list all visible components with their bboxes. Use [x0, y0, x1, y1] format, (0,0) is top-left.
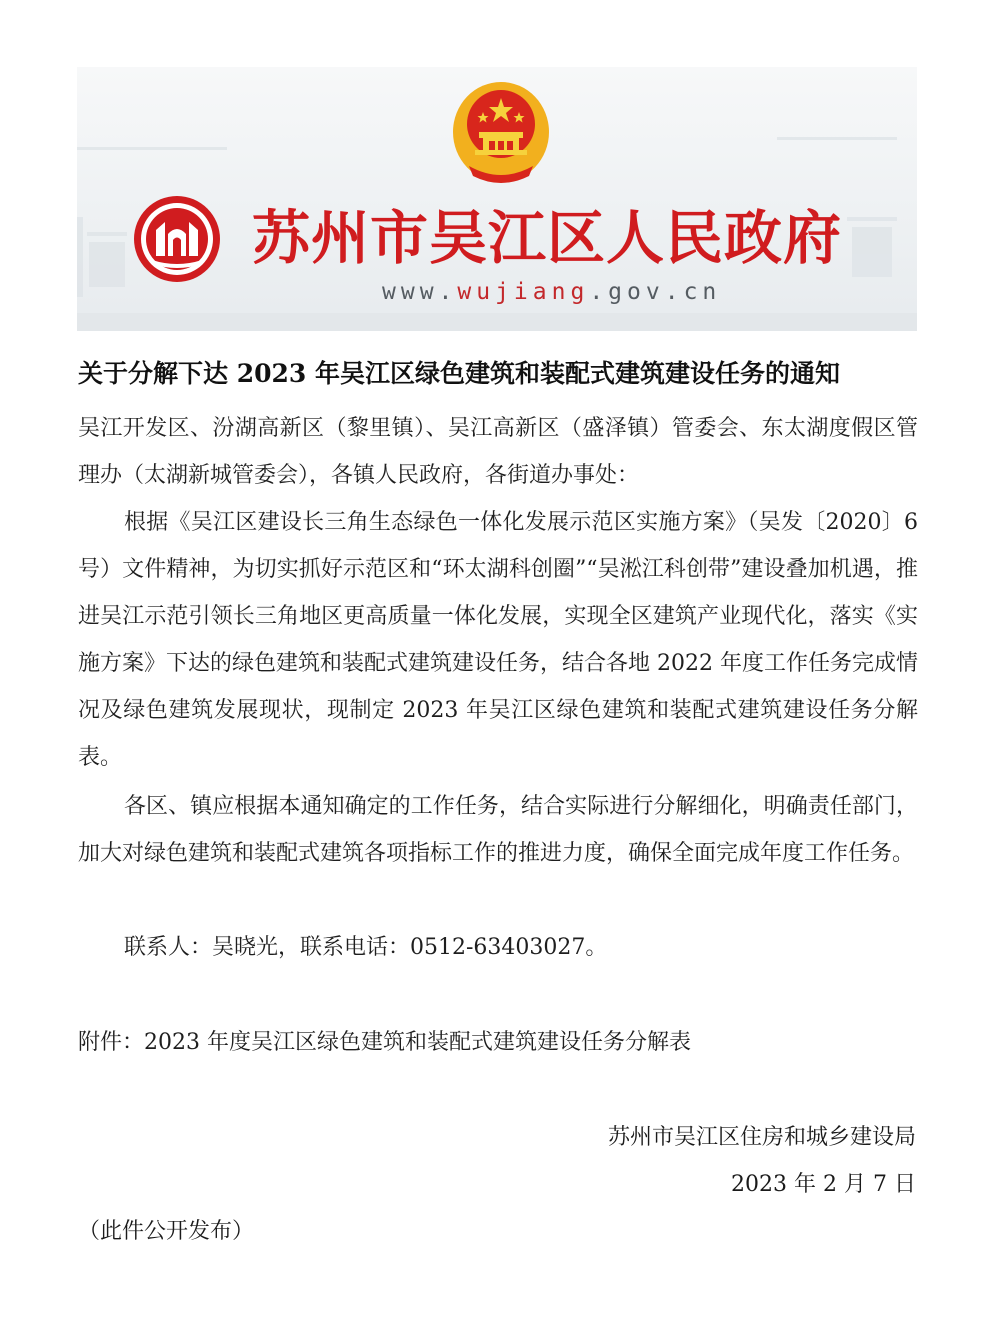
national-emblem-icon: [449, 80, 553, 188]
header-banner: [77, 67, 917, 331]
document-title: 关于分解下达 2023 年吴江区绿色建筑和装配式建筑建设任务的通知: [78, 359, 840, 388]
issue-date: 2023 年 2 月 7 日: [731, 1172, 916, 1197]
site-url-prefix: www.: [382, 279, 458, 305]
site-url-accent: wujiang: [457, 279, 590, 305]
site-url[interactable]: [382, 279, 721, 305]
body-paragraph-2: 各区、镇应根据本通知确定的工作任务，结合实际进行分解细化，明确责任部门，加大对绿色建筑和装配式建筑各项指标工作的推进力度，确保全面完成年度工作任务。: [78, 794, 918, 866]
body-paragraph-1: 根据《吴江区建设长三角生态绿色一体化发展示范区实施方案》（吴发〔2020〕6 号）文件精神，为切实抓好示范区和“环太湖科创圈”“吴淞江科创带”建设叠加机遇，推进吴江示范引领长三角地区更高质量一体化发展，实现全区建筑产业现代化，落实《实施方案》下达的绿色建筑和装配式建筑建设任务，结合各地 2022 年度工作任务完成情况及绿色建筑发展现状，现制定 2023 年吴江区绿色建筑和装配式建筑建设任务分解表。: [78, 510, 918, 770]
site-url-suffix: .gov.cn: [589, 279, 722, 305]
site-name: 苏州市吴江区人民政府: [252, 204, 843, 272]
issuing-authority: 苏州市吴江区住房和城乡建设局: [607, 1125, 916, 1150]
contact-info: 联系人：吴晓光，联系电话：0512-63403027。: [124, 935, 608, 960]
public-release-note: （此件公开发布）: [78, 1219, 255, 1244]
attachment-note: 附件：2023 年度吴江区绿色建筑和装配式建筑建设任务分解表: [78, 1030, 691, 1055]
city-logo-icon: [132, 194, 222, 284]
addressee-paragraph: 吴江开发区、汾湖高新区（黎里镇）、吴江高新区（盛泽镇）管委会、东太湖度假区管理办（太湖新城管委会），各镇人民政府，各街道办事处：: [78, 416, 918, 488]
